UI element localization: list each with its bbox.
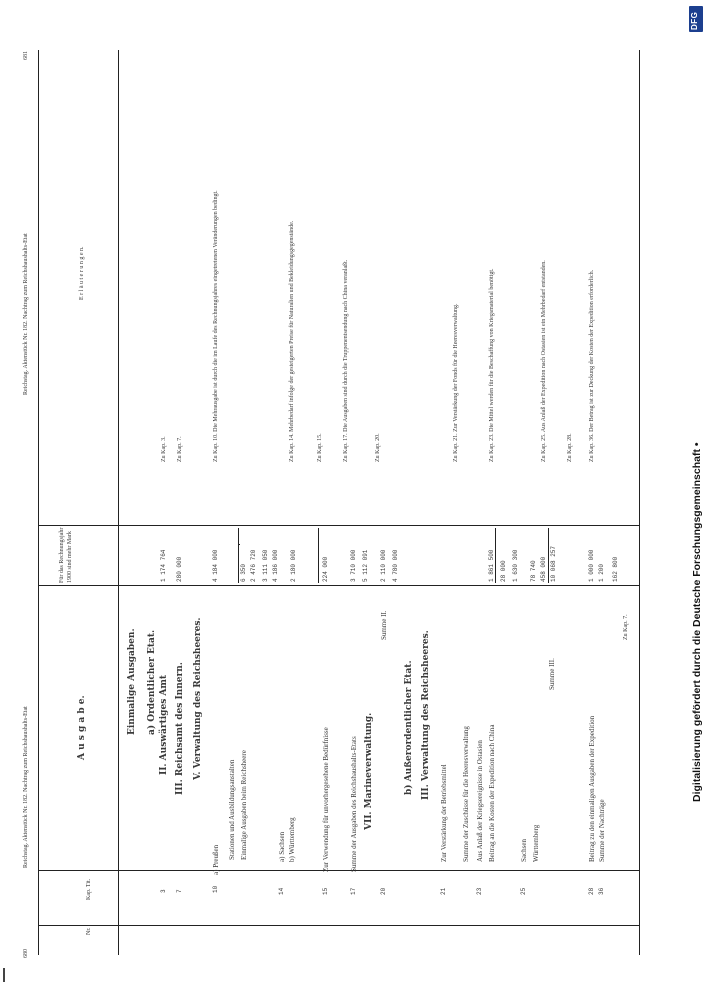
ausgabe-line: Summe der Zuschüsse für die Heeresverwaltung (462, 726, 470, 862)
column-rule-betrag-bottom (38, 525, 639, 526)
betrag-value: 224 000 (322, 556, 329, 582)
running-header-left: Reichstag. Aktenstück Nr. 182. Nachtrag zum Reichshaushalts-Etat (23, 706, 29, 868)
section-heading: b) Außerordentlicher Etat. (404, 660, 414, 795)
scan-edge-mark (3, 968, 5, 982)
kap-value: 14 (278, 887, 285, 895)
betrag-value: 28 000 (500, 560, 507, 582)
betrag-value: 1 200 (598, 563, 605, 582)
ausgabe-line: Aus Anlaß der Kriegsereignisse in Ostasien (476, 740, 484, 862)
erlaeuterung-entry: Zu Kap. 28. (567, 433, 573, 462)
ausgabe-line: Württemberg (532, 824, 540, 862)
kap-value: 17 (350, 887, 357, 895)
ausgabe-line: Sachsen (520, 839, 528, 862)
section-heading: Einmalige Ausgaben. (127, 628, 137, 735)
kap-value: 3 (160, 889, 167, 893)
section-heading: V. Verwaltung des Reichsheeres. (193, 617, 203, 780)
sum-rule-d (548, 528, 549, 583)
kap-value: 10 (212, 885, 219, 893)
dfg-logo-text: DFG (690, 11, 699, 30)
kap-value: 21 (440, 887, 447, 895)
ausgabe-line: Summe der Ausgaben des Reichshaushalts-Etats (350, 736, 358, 872)
ausgabe-line: Zur Verwendung für unvorhergesehene Bedürfnisse (322, 727, 330, 872)
betrag-value: 10 068 257 (550, 545, 557, 582)
kap-value: 25 (520, 887, 527, 895)
betrag-value: 4 186 000 (272, 549, 279, 582)
footer-note: Zu Kap. 7. (623, 614, 629, 640)
betrag-value: 4 184 000 (212, 549, 219, 582)
page-number-left: 680 (23, 949, 29, 958)
betrag-value: 2 180 000 (290, 549, 297, 582)
betrag-value: 4 780 000 (392, 549, 399, 582)
erlaeuterung-entry: Zu Kap. 15. (317, 433, 323, 462)
kap-value: 36 (598, 887, 605, 895)
column-header-erlaeuterungen: E r l ä u t e r u n g e n. (79, 246, 85, 300)
ausgabe-line: Summe III. (548, 658, 556, 690)
kap-value: 23 (476, 887, 483, 895)
betrag-value: 5 112 091 (362, 549, 369, 582)
betrag-value: 1 174 764 (160, 549, 167, 582)
section-heading: III. Reichsamt des Innern. (175, 662, 185, 795)
sum-rule-a (238, 528, 239, 583)
erlaeuterung-entry: Zu Kap. 20. (375, 433, 381, 462)
erlaeuterung-entry: Zu Kap. 17. Die Ausgaben sind durch die Truppenentsendung nach China veranlaßt. (343, 259, 349, 462)
betrag-value: 6 350 (240, 563, 247, 582)
column-header-betrag: Für das Rechnungsjahr 1900 sind mehr Mark (59, 527, 73, 583)
erlaeuterung-entry: Zu Kap. 3. (161, 436, 167, 462)
kap-value: 28 (588, 887, 595, 895)
bottom-border-rule (639, 50, 640, 955)
column-header-ausgabe: A u s g a b e. (77, 695, 87, 760)
betrag-value: 162 800 (612, 556, 619, 582)
section-heading: II. Auswärtiges Amt (159, 674, 169, 775)
column-header-kap-tit: Kap. Tit. (86, 878, 92, 900)
betrag-value: 78 740 (530, 560, 537, 582)
ausgabe-line: Summe der Nachträge (598, 799, 606, 862)
sum-rule-b (318, 528, 319, 583)
column-rule-kap (38, 870, 639, 871)
ausgabe-line: Stationen und Ausbildungsanstalten (228, 759, 236, 860)
betrag-value: 2 110 000 (380, 549, 387, 582)
kap-value: 7 (176, 889, 183, 893)
betrag-value: 1 861 500 (488, 549, 495, 582)
erlaeuterung-entry: Zu Kap. 25. Aus Anlaß der Expedition nach Ostasien ist ein Mehrbedarf entstanden. (541, 260, 547, 462)
column-header-nr: Nr. (86, 927, 92, 935)
section-heading: a) Ordentlicher Etat. (147, 629, 157, 735)
ausgabe-line: Beitrag zu den einmaligen Ausgaben der Expedition (588, 715, 596, 862)
erlaeuterung-entry: Zu Kap. 21. Zur Verstärkung der Fonds für die Heeresverwaltung. (453, 303, 459, 462)
betrag-value: 3 710 000 (350, 549, 357, 582)
ausgabe-line: a) Preußen (212, 844, 220, 875)
erlaeuterung-entry: Zu Kap. 23. Die Mittel werden für die Beschaffung von Kriegsmaterial benötigt. (489, 268, 495, 462)
betrag-value: 2 476 720 (250, 549, 257, 582)
ausgabe-line: Einmalige Ausgaben beim Reichsheere (240, 750, 248, 860)
column-rule-betrag-top (38, 585, 639, 586)
betrag-value: 280 000 (176, 556, 183, 582)
ausgabe-line: Summe II. (380, 610, 388, 640)
ausgabe-line: b) Württemberg (288, 817, 296, 862)
running-header-right: Reichstag. Aktenstück Nr. 182. Nachtrag zum Reichshaushalts-Etat (23, 233, 29, 395)
erlaeuterung-entry: Zu Kap. 36. Der Betrag ist zur Deckung der Kosten der Expedition erforderlich. (589, 269, 595, 462)
dfg-logo (689, 6, 703, 32)
kap-value: 20 (380, 887, 387, 895)
erlaeuterung-entry: Zu Kap. 10. Die Mehrausgabe ist durch die im Laufe des Rechnungsjahres eingetretenen Veränderungen bedingt. (213, 190, 219, 462)
section-heading: III. Verwaltung des Reichsheeres. (421, 630, 431, 800)
erlaeuterung-entry: Zu Kap. 14. Mehrbedarf infolge der gesteigerten Preise für Naturalien und Bekleidungsgegenstände. (289, 220, 295, 462)
kap-value: 15 (322, 887, 329, 895)
betrag-value: 1 000 000 (588, 549, 595, 582)
dfg-banner-text: Digitalisierung gefördert durch die Deutsche Forschungsgemeinschaft • (691, 442, 703, 802)
betrag-value: 1 630 300 (512, 549, 519, 582)
erlaeuterung-entry: Zu Kap. 7. (177, 436, 183, 462)
column-rule-nr (38, 925, 639, 926)
section-heading: VII. Marineverwaltung. (364, 712, 374, 830)
betrag-value: 458 000 (540, 556, 547, 582)
page-number-right: 681 (23, 51, 29, 60)
header-divider (118, 50, 119, 955)
top-border-rule (38, 50, 39, 955)
ausgabe-line: Beitrag an die Kosten der Expedition nach China (488, 724, 496, 862)
betrag-value: 3 111 050 (262, 549, 269, 582)
ausgabe-line: Zur Verstärkung der Betriebsmittel (440, 764, 448, 862)
ausgabe-line: a) Sachsen (278, 831, 286, 862)
